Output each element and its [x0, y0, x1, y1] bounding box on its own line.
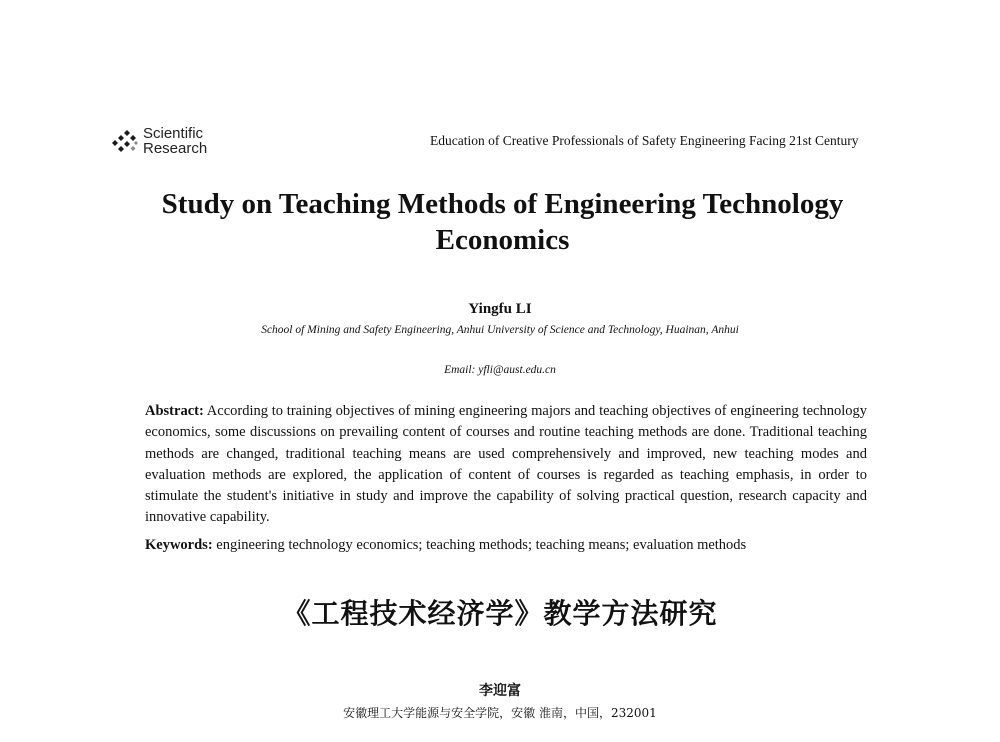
keywords — [145, 535, 867, 556]
logo-line-1: Scientific — [143, 125, 204, 142]
abstract — [145, 401, 867, 529]
abstract-label: Abstract: — [145, 403, 204, 419]
journal-name: Education of Creative Professionals of Safety Engineering Facing 21st Century — [430, 133, 859, 148]
abstract-text: According to training objectives of mining engineering majors and teaching objectives of engineering technology economics, some discussions on prevailing content of courses and routine teaching methods are done. Traditional teaching methods are changed, traditional teaching means are used comprehensively and improved, new teaching modes and evaluation methods are explored, the application of content of courses is regarded as teaching emphasis, in order to stimulate the student's initiative in study and improve the capability of solving practical question, research capacity and innovative capability. — [145, 403, 868, 526]
keywords-label: Keywords: — [145, 537, 213, 553]
chinese-title: 《工程技术经济学》教学方法研究 — [282, 597, 718, 630]
paper-title: Study on Teaching Methods of Engineering Technology Economics — [161, 188, 844, 256]
chinese-author: 李迎富 — [479, 683, 521, 699]
publisher-logo — [110, 126, 207, 156]
author-name: Yingfu LI — [468, 301, 532, 317]
logo-wordmark — [143, 126, 207, 156]
keywords-text: engineering technology economics; teaching methods; teaching means; evaluation methods — [216, 537, 747, 553]
logo-line-2: Research — [143, 140, 208, 157]
author-affiliation: School of Mining and Safety Engineering, Anhui University of Science and Technology, Huainan, Anhui — [261, 324, 739, 336]
chinese-affiliation: 安徽理工大学能源与安全学院，安徽 淮南，中国，232001 — [343, 706, 657, 720]
author-email: Email: yfli@aust.edu.cn — [444, 364, 556, 376]
scientific-research-logo-icon — [110, 128, 140, 154]
